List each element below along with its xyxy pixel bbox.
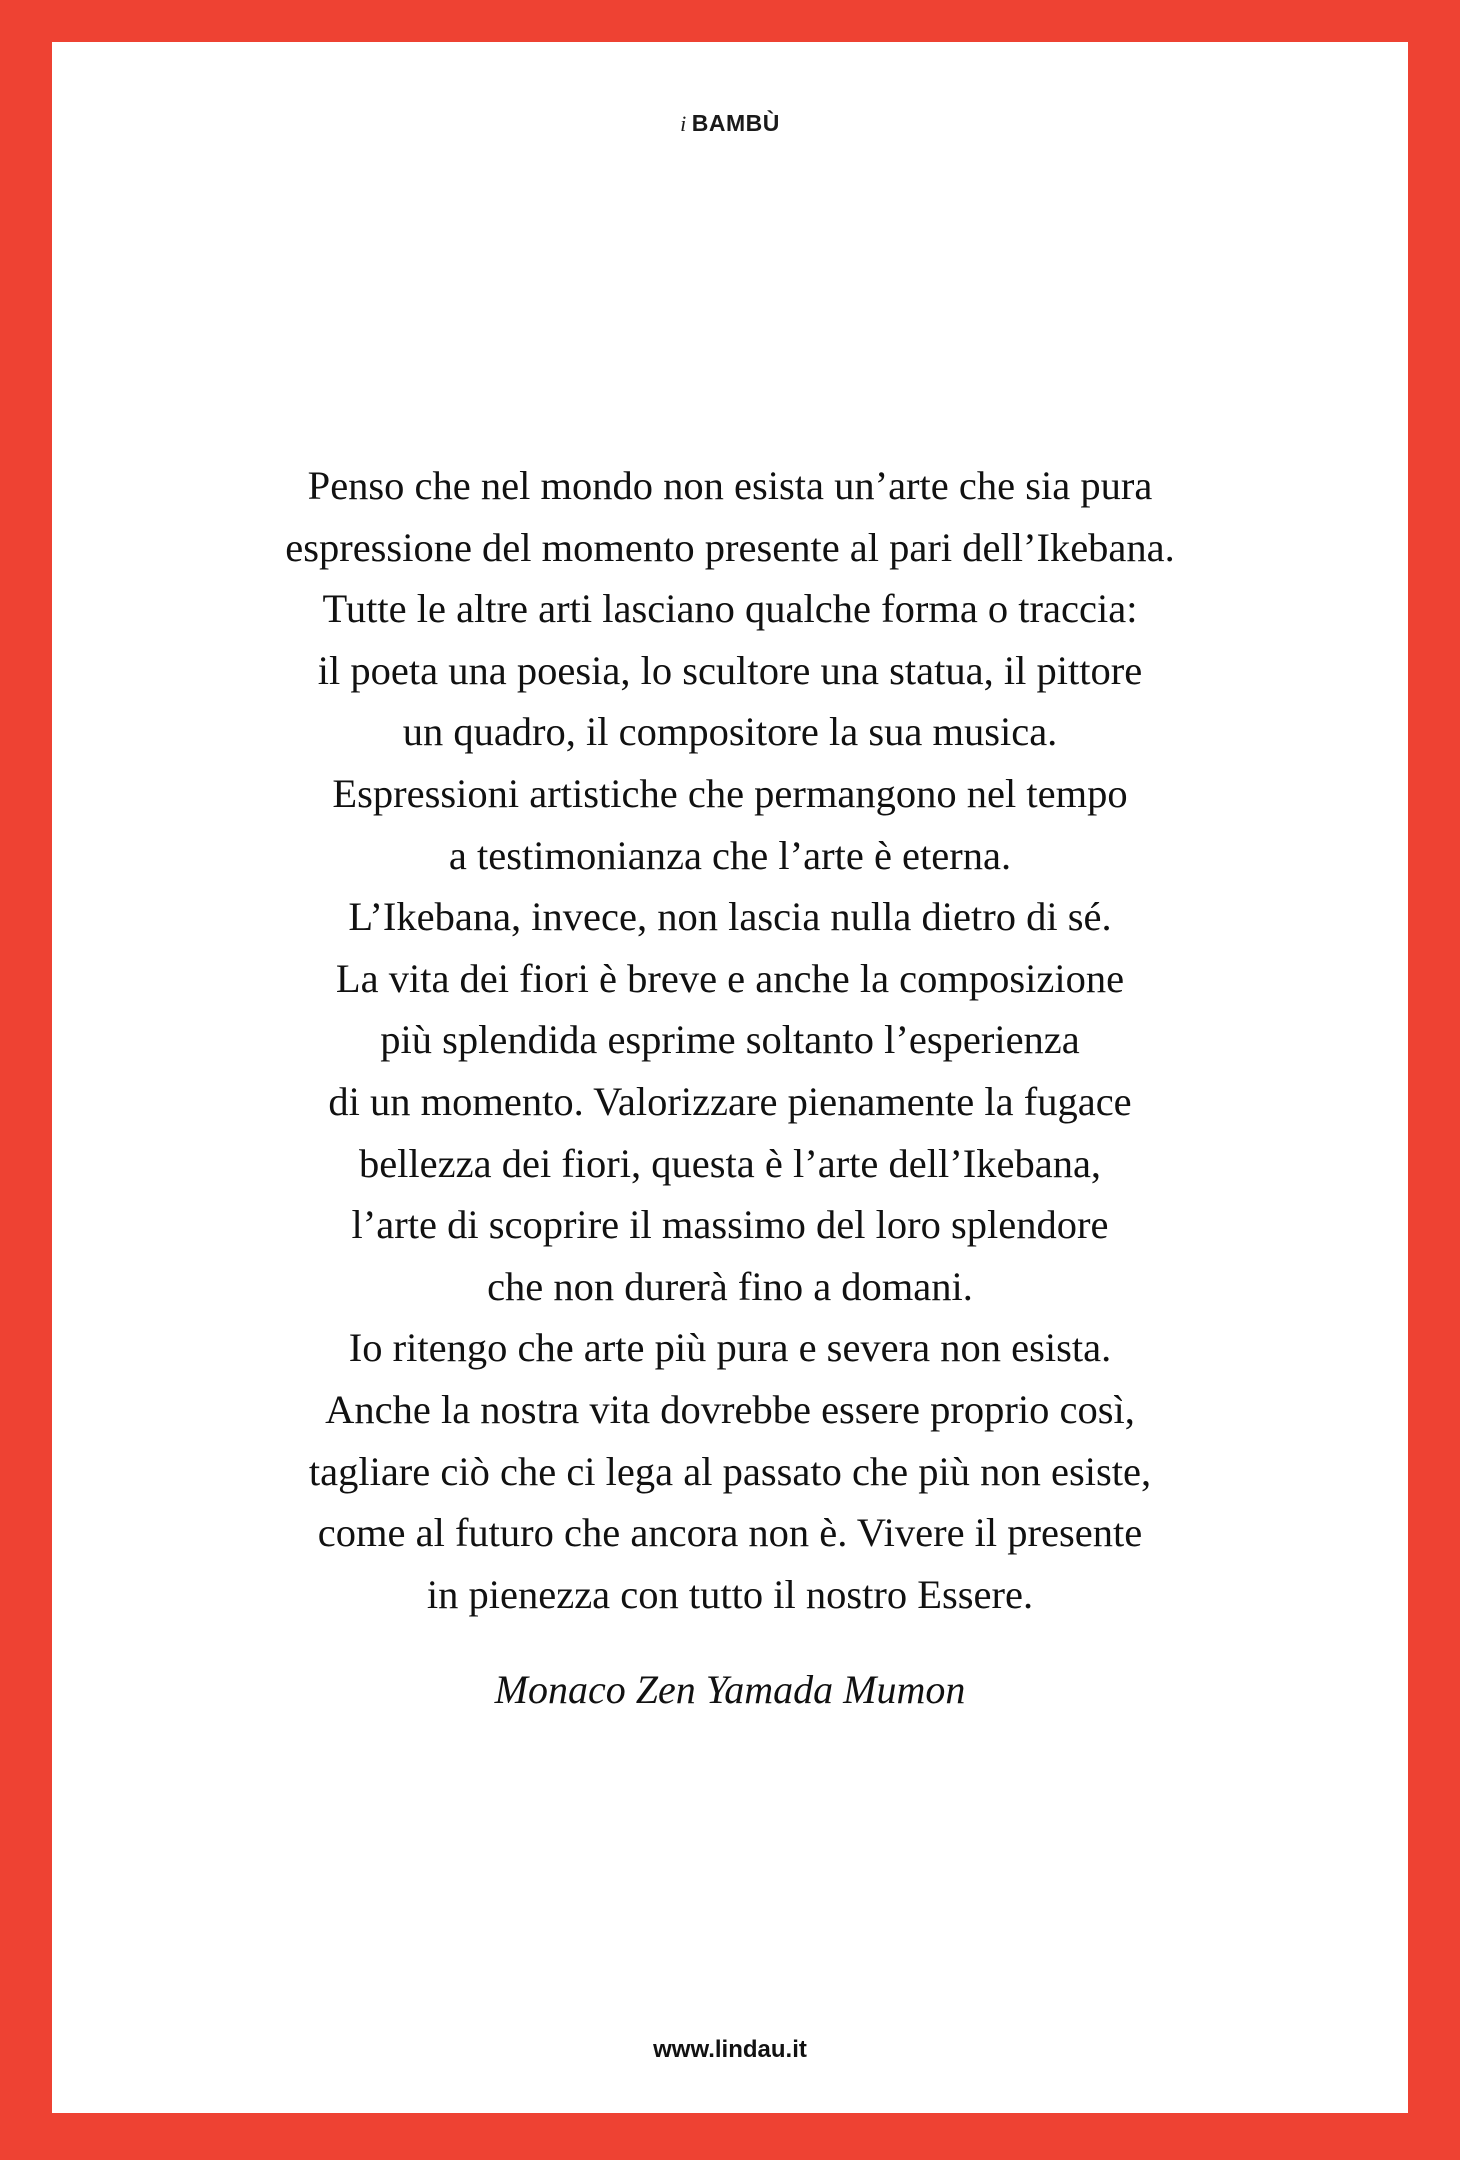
- quote-line: il poeta una poesia, lo scultore una statua, il pittore: [317, 647, 1143, 693]
- quote-line: Penso che nel mondo non esista un’arte che sia pura: [307, 463, 1153, 508]
- series-logo: [52, 110, 1408, 137]
- quote-line: L’Ikebana, invece, non lascia nulla dietro di sé.: [348, 894, 1112, 940]
- quote-line: tagliare ciò che ci lega al passato che più non esiste,: [308, 1448, 1152, 1494]
- series-prefix: i: [680, 111, 687, 136]
- quote-line: come al futuro che ancora non è. Vivere il presente: [317, 1510, 1143, 1556]
- quote-line: Tutte le altre arti lasciano qualche forma o traccia:: [322, 586, 1138, 632]
- quote-line: più splendida esprime soltanto l’esperienza: [380, 1017, 1080, 1063]
- quote-line: l’arte di scoprire il massimo del loro splendore: [351, 1202, 1109, 1248]
- quote-attribution: Monaco Zen Yamada Mumon: [494, 1667, 966, 1712]
- quote-line: bellezza dei fiori, questa è l’arte dell’Ikebana,: [358, 1140, 1102, 1186]
- quote-line: che non durerà fino a domani.: [487, 1263, 973, 1309]
- quote-line: La vita dei fiori è breve e anche la composizione: [335, 955, 1125, 1001]
- quote-line: espressione del momento presente al pari dell’Ikebana.: [285, 524, 1175, 570]
- quote-line: Anche la nostra vita dovrebbe essere proprio così,: [325, 1386, 1135, 1432]
- quote-line: a testimonianza che l’arte è eterna.: [448, 832, 1012, 878]
- quote-line: Io ritengo che arte più pura e severa non esista.: [348, 1325, 1112, 1371]
- series-name: BAMBÙ: [691, 110, 780, 136]
- publisher-website: www.lindau.it: [653, 2036, 807, 2063]
- quote-line: di un momento. Valorizzare pienamente la fugace: [328, 1078, 1132, 1124]
- cover-page: [52, 42, 1408, 2113]
- quote-line: in pienezza con tutto il nostro Essere.: [426, 1571, 1034, 1617]
- quote-line: Espressioni artistiche che permangono nel tempo: [332, 770, 1128, 816]
- quote-line: un quadro, il compositore la sua musica.: [402, 709, 1058, 755]
- quote-text: [52, 455, 1408, 1625]
